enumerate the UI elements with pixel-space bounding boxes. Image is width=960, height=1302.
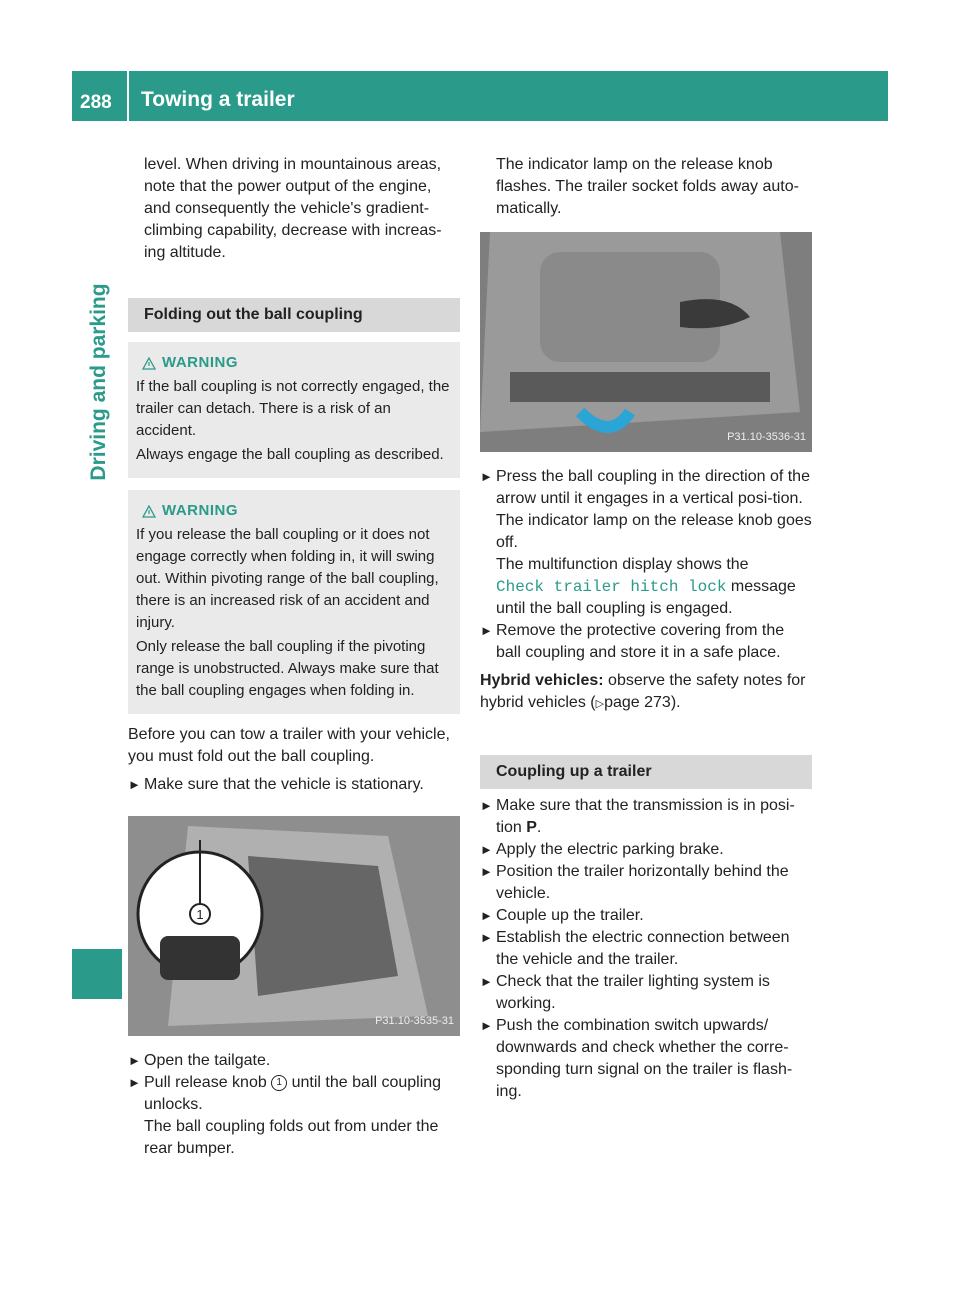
side-tab-marker [72,949,122,999]
warning-triangle-icon [142,357,156,370]
step-item: ► Position the trailer horizontally behind the vehicle. [480,863,789,902]
ball-coupling-photo [480,232,812,452]
step-item: ► Apply the electric parking brake. [480,841,724,858]
callout-1-icon: 1 [271,1075,287,1091]
step-item: ► Establish the electric connection between the vehicle and the trailer. [480,929,790,968]
step-item: ► Press the ball coupling in the direction of the arrow until it engages in a vertical posi-tion. [480,468,810,507]
step-item: ► Remove the protective covering from the ball coupling and store it in a safe place. [480,622,785,661]
intro-para: Before you can tow a trailer with your vehicle, you must fold out the ball coupling. [128,726,450,765]
right-column: The indicator lamp on the release knob flashes. The trailer socket folds away auto-matically. P31.10-3536-31 ► Press the ball coupling in the direction of the arrow until it engages in a vertical posi-tion. The indicator lamp on the release knob goes off. The multifunction display shows the Check trailer hitch lock message until the ball coupling is engaged. ► Remove the protective covering from the ball coupling and store it in a safe place. Hybrid vehicles: observe the safety notes for hybrid vehicles (▷page 273). Coupling up a trailer ► Make sure that the transmission is in posi-tion P. ► Apply the electric parking brake. ► Position the trailer horizontally behind the vehicle. ► Couple up the trailer. ► Establish the electric connection between the vehicle and the trailer. ► Check that the trailer lighting system is working. ► Push the combination switch upwards/ downwards and check whether the corre-sponding turn signal on the trailer is flash-ing. [480,154,812,1103]
section-heading-coupling: Coupling up a trailer [480,755,812,789]
page-title: Towing a trailer [141,88,295,111]
page-ref-link[interactable]: page 273). [604,694,681,711]
intro-paragraph: level. When driving in mountainous areas, note that the power output of the engine, and consequently the vehicle's gradient- climbing capability, decrease with increas- ing altitude. [144,156,442,261]
section-heading-folding: Folding out the ball coupling [128,298,460,332]
header-divider [127,71,129,121]
hybrid-note: Hybrid vehicles: observe the safety notes for hybrid vehicles (▷page 273). [480,672,806,711]
warning-box-2: WARNING If you release the ball coupling or it does not engage correctly when folding in, it will swing out. Within pivoting range of the ball coupling, there is an increased risk of an accident and injury. Only release the ball coupling if the pivoting range is unobstructed. Always make sure that the ball coupling engages when folding in. [128,490,460,714]
display-message: Check trailer hitch lock [496,578,727,596]
step-item: ► Couple up the trailer. [480,907,644,924]
warning-title: WARNING [136,500,452,522]
warning-title: WARNING [136,352,452,374]
step-item: ► Pull release knob 1 until the ball coupling unlocks. [128,1074,442,1113]
warning-triangle-icon [142,505,156,518]
step-item: ► Push the combination switch upwards/ downwards and check whether the corre-sponding turn signal on the trailer is flash-ing. [480,1017,793,1100]
step-item: ► Open the tailgate. [128,1052,271,1069]
indicator-paragraph: The indicator lamp on the release knob flashes. The trailer socket folds away auto-matically. [496,156,799,217]
left-column: level. When driving in mountainous areas, note that the power output of the engine, and consequently the vehicle's gradient- climbing capability, decrease with increas- ing altitude. Folding out the ball coupling WARNING If the ball coupling is not correctly engaged, the trailer can detach. There is a risk of an accident. Always engage the ball coupling as described. WARNING If you release the ball coupling or it does not engage correctly when folding in, it will swing out. Within pivoting range of the ball coupling, there is an increased risk of an accident and injury. Only release the ball coupling if the pivoting range is unobstructed. Always make sure that the ball coupling engages when folding in. Before you can tow a trailer with your vehicle, you must fold out the ball coupling. ► Make sure that the vehicle is stationary. 1 P31.10-3535-31 ► Open the tailgate. ► Pull release knob 1 until the ball coupling unlocks. The ball coupling folds out from under the rear bumper. [128,154,460,1160]
warning-box-1: WARNING If the ball coupling is not correctly engaged, the trailer can detach. There is a risk of an accident. Always engage the ball coupling as described. [128,342,460,478]
step-item: ► Make sure that the vehicle is stationary. [128,776,424,793]
image-code: P31.10-3536-31 [727,431,806,443]
side-label: Driving and parking [87,283,110,481]
image-code: P31.10-3535-31 [375,1015,454,1027]
step-item: ► Make sure that the transmission is in posi-tion P. [480,797,795,836]
callout-number: 1 [196,907,204,922]
page-ref-icon: ▷ [595,698,605,710]
step-item: ► Check that the trailer lighting system is working. [480,973,770,1012]
page-number: 288 [80,92,112,113]
tailgate-photo [128,816,460,1036]
